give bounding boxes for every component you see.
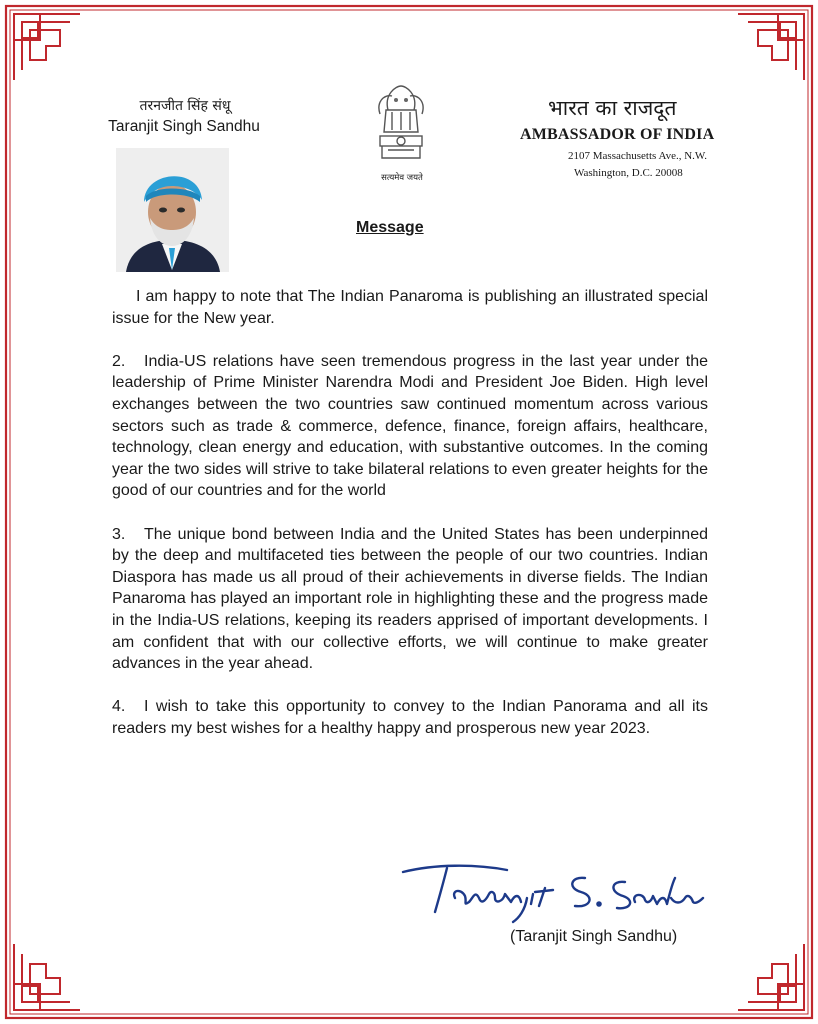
message-body [112, 286, 708, 761]
national-emblem-icon [366, 80, 436, 180]
address-line-1: 2107 Massachusetts Ave., N.W. [568, 150, 708, 162]
message-heading: Message [356, 219, 424, 236]
paragraph-text: I wish to take this opportunity to convey to the Indian Panorama and all its readers my best wishes for a healthy happy and prosperous new year 2023. [112, 698, 708, 737]
paragraph-number: 4. [112, 698, 126, 716]
emblem-motto: सत्यमेव जयते [381, 173, 423, 183]
paragraph-number: 3. [112, 525, 126, 543]
paragraph-3 [112, 524, 708, 675]
signatory-name: (Taranjit Singh Sandhu) [510, 928, 678, 945]
paragraph-2 [112, 351, 708, 502]
sender-name-hindi: तरनजीत सिंह संधू [139, 98, 231, 114]
office-title-hindi: भारत का राजदूत [548, 96, 677, 120]
paragraph-text: I am happy to note that The Indian Panaroma is publishing an illustrated special issue for the New year. [112, 288, 708, 327]
paragraph-1 [112, 286, 708, 329]
sender-name: Taranjit Singh Sandhu [108, 118, 260, 135]
handwritten-signature [395, 858, 715, 926]
office-title: AMBASSADOR OF INDIA [520, 126, 715, 143]
paragraph-text: The unique bond between India and the United States has been underpinned by the deep and multifaceted ties between the people of our two countries. Indian Diaspora has made us all proud of their achievements in diverse fields. The Indian Panaroma has played an important role in highlighting these and the progress made in the India-US relations, keeping its readers apprised of important developments. I am confident that with our collective efforts, we will continue to make greater advances in the year ahead. [112, 525, 708, 673]
ambassador-portrait [116, 148, 229, 272]
paragraph-4 [112, 696, 708, 739]
paragraph-number: 2. [112, 352, 126, 370]
paragraph-text: India-US relations have seen tremendous progress in the last year under the leadership of Prime Minister Narendra Modi and President Joe Biden. High level exchanges between the two countries saw continued momentum across various sectors such as trade & commerce, defence, finance, foreign affairs, healthcare, technology, clean energy and education, with substantive outcomes. In the coming year the two sides will strive to take bilateral relations to even greater heights for the good of our countries and for the world [112, 352, 708, 500]
address-line-2: Washington, D.C. 20008 [574, 167, 683, 179]
